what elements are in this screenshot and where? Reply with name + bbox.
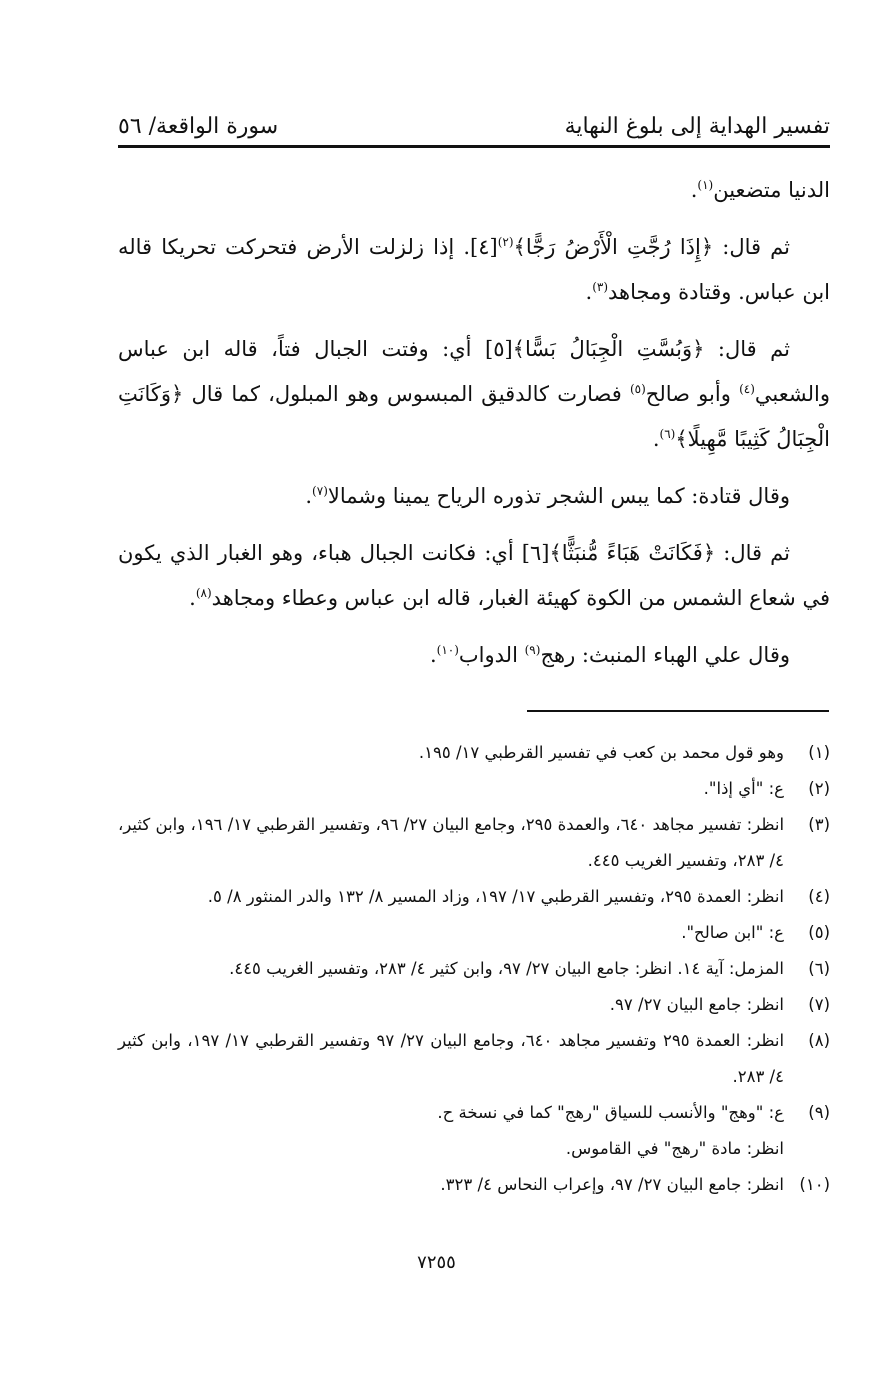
footnote-text: ع: "أي إذا". (703, 779, 784, 798)
footnote-text: ع: "وهج" والأنسب للسياق "رهج" كما في نسخة ح. (437, 1103, 784, 1122)
footnote-text: انظر: جامع البيان ٢٧/ ٩٧. (609, 995, 784, 1014)
footnote-ref: (٩) (524, 643, 541, 657)
footnote (118, 1167, 830, 1203)
footnote-number: (٥) (808, 923, 830, 942)
footnote-text: انظر: جامع البيان ٢٧/ ٩٧، وإعراب النحاس ٤/ ٣٢٣. (440, 1175, 784, 1194)
paragraph: ثم قال: ﴿فَكَانَتْ هَبَاءً مُّنبَثًّا﴾[٦] أي: فكانت الجبال هباء، وهو الغبار الذي يكون في شعاع الشمس من الكوة كهيئة الغبار، قاله ابن عباس وعطاء ومجاهد$^{(٨)}$. (118, 541, 830, 610)
footnote-number: (١) (808, 743, 830, 762)
footnote-number: (٩) (808, 1103, 830, 1122)
paragraph: وقال علي الهباء المنبث: رهج$^{(٩)}$ الدواب$^{(١٠)}$. (429, 643, 790, 667)
footnote-text: المزمل: آية ١٤. انظر: جامع البيان ٢٧/ ٩٧، وابن كثير ٤/ ٢٨٣، وتفسير الغريب ٤٤٥. (229, 959, 784, 978)
footnotes (118, 735, 830, 1203)
footnote (118, 915, 830, 951)
footnote-ref: (٦) (659, 427, 676, 441)
footnote-text: ع: "ابن صالح". (681, 923, 784, 942)
footnote-ref: (٤) (739, 382, 755, 396)
footnote-continuation: انظر: مادة "رهج" في القاموس. (565, 1139, 784, 1158)
running-header (118, 108, 830, 148)
footnote (118, 771, 830, 807)
footnote-ref: (٥) (629, 382, 646, 396)
paragraph: ثم قال: ﴿وَبُسَّتِ الْجِبَالُ بَسًّا﴾[٥] أي: وفتت الجبال فتاً، قاله ابن عباس والشعبي$^{(٤)}$ وأبو صالح$^{(٥)}$ فصارت كالدقيق المبسوس وهو المبلول، كما قال ﴿وَكَانَتِ الْجِبَالُ كَثِيبًا مَّهِيلًا﴾$^{(٦)}$. (118, 337, 830, 451)
footnote-ref: (٢) (497, 235, 514, 249)
footnote-separator (527, 710, 829, 712)
footnote (118, 987, 830, 1023)
book-title: تفسير الهداية إلى بلوغ النهاية (564, 114, 830, 139)
footnote-ref: (١٠) (436, 643, 459, 657)
footnote-number: (٨) (808, 1031, 830, 1050)
paragraph: وقال قتادة: كما يبس الشجر تذوره الرياح يمينا وشمالا$^{(٧)}$. (305, 484, 790, 508)
paragraph: الدنيا متضعين$^{(١)}$. (690, 178, 830, 202)
footnote-number: (١٠) (799, 1175, 830, 1194)
footnote-ref: (١) (697, 178, 714, 192)
footnote-text: وهو قول محمد بن كعب في تفسير القرطبي ١٧/ ١٩٥. (418, 743, 784, 762)
footnote (118, 1023, 830, 1095)
footnote-text: انظر: العمدة ٢٩٥ وتفسير مجاهد ٦٤٠، وجامع البيان ٢٧/ ٩٧ وتفسير القرطبي ١٧/ ١٩٧، وابن كثير ٤/ ٢٨٣. (118, 1031, 785, 1086)
footnote-number: (٧) (808, 995, 830, 1014)
footnote-number: (٢) (808, 779, 830, 798)
footnote-ref: (٣) (592, 280, 609, 294)
footnote-ref: (٨) (195, 586, 212, 600)
footnote-text: انظر: تفسير مجاهد ٦٤٠، والعمدة ٢٩٥، وجامع البيان ٢٧/ ٩٦، وتفسير القرطبي ١٧/ ١٩٦، وابن كثير، ٤/ ٢٨٣، وتفسير الغريب ٤٤٥. (118, 815, 785, 870)
footnote-number: (٣) (808, 815, 830, 834)
footnote (118, 1095, 830, 1131)
footnote-number: (٤) (808, 887, 830, 906)
footnote-text: انظر: العمدة ٢٩٥، وتفسير القرطبي ١٧/ ١٩٧، وزاد المسير ٨/ ١٣٢ والدر المنثور ٨/ ٥. (207, 887, 784, 906)
page-number: ٧٢٥٥ (417, 1252, 456, 1273)
footnote (118, 879, 830, 915)
footnote (118, 807, 830, 879)
footnote (118, 951, 830, 987)
paragraph: ثم قال: ﴿إِذَا رُجَّتِ الْأَرْضُ رَجًّا﴾$^{(٢)}$[٤]. إذا زلزلت الأرض فتحركت تحريكا قاله ابن عباس. وقتادة ومجاهد$^{(٣)}$. (118, 235, 830, 304)
surah-label: سورة الواقعة/ ٥٦ (118, 114, 279, 139)
footnote-ref: (٧) (312, 484, 328, 498)
footnote (118, 735, 830, 771)
footnote-number: (٦) (808, 959, 830, 978)
main-text (118, 168, 830, 690)
